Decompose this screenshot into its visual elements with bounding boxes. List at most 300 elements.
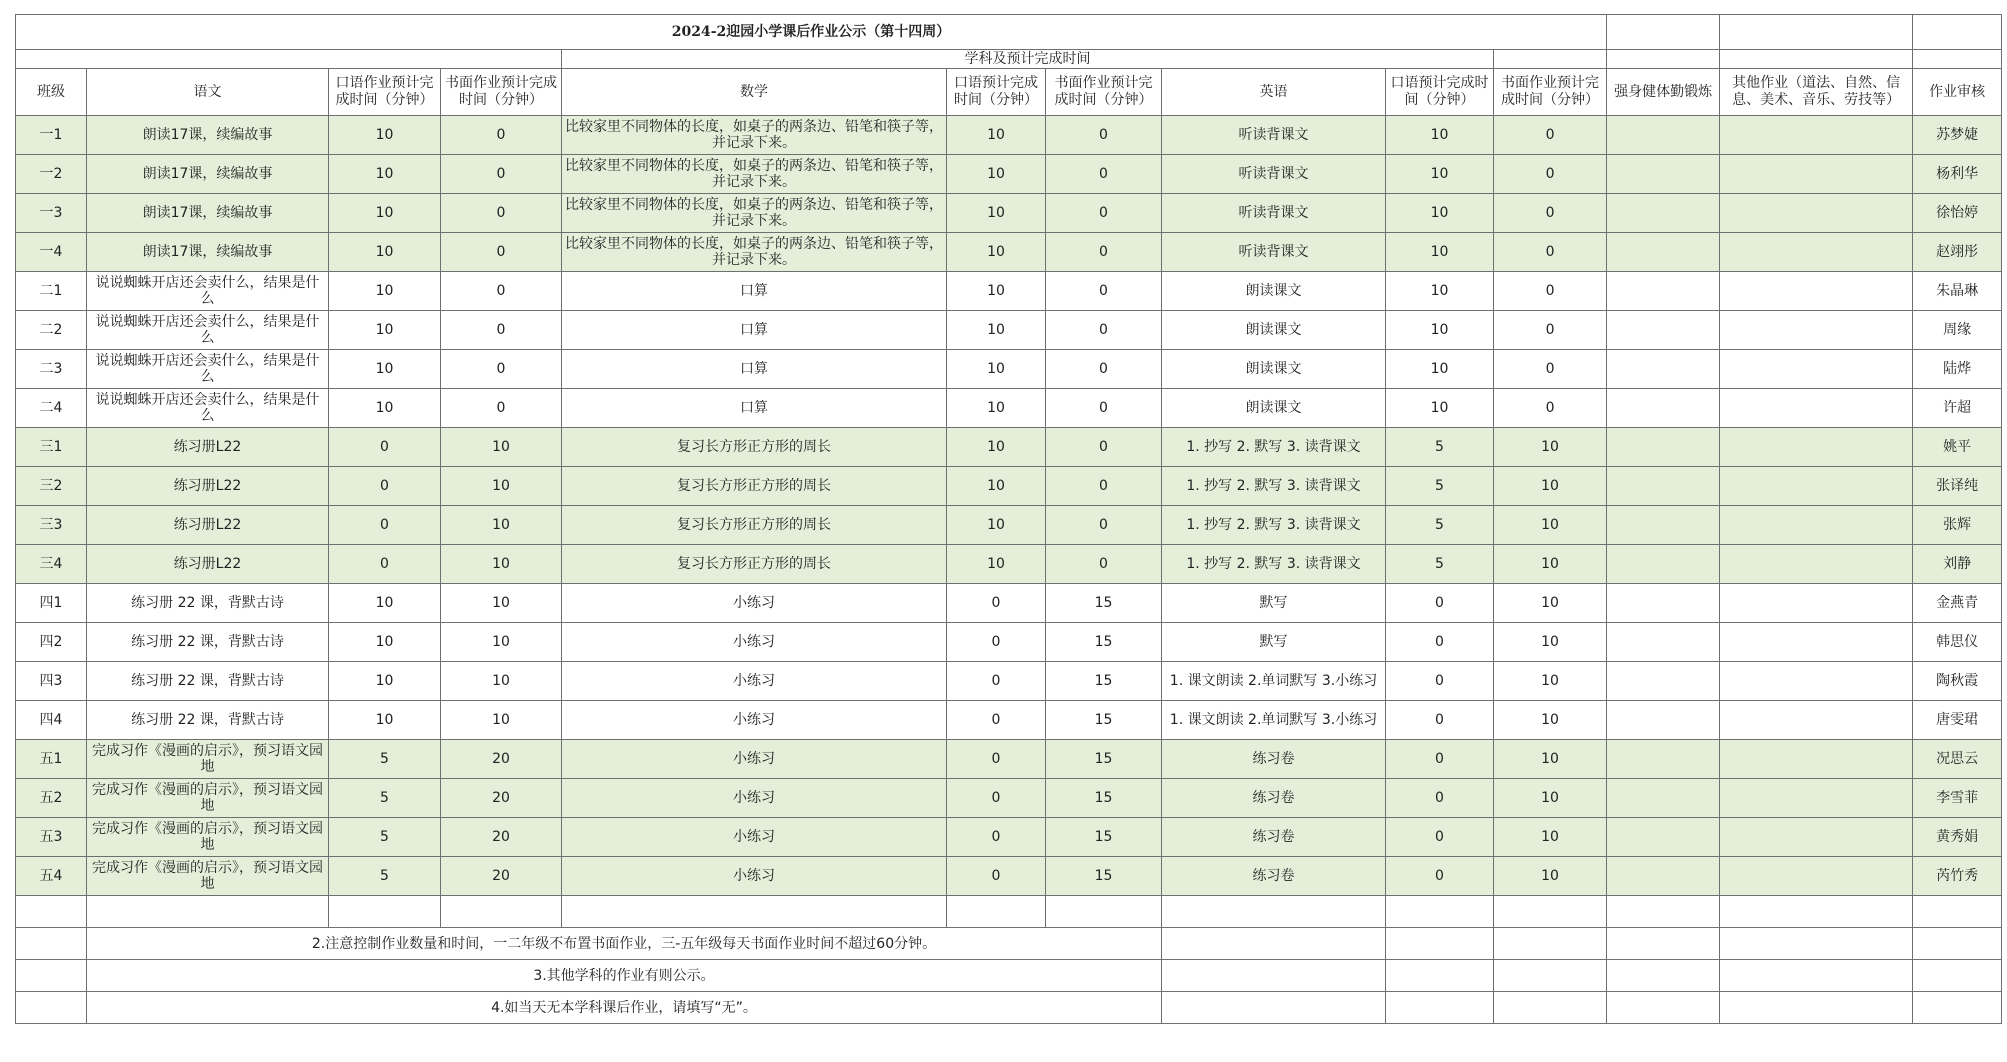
english-written-cell: 10	[1494, 779, 1607, 818]
note-text: 4.如当天无本学科课后作业，请填写“无”。	[87, 992, 1162, 1024]
class-cell: 四2	[16, 623, 87, 662]
review-cell: 金燕青	[1913, 584, 2002, 623]
other-cell	[1720, 779, 1913, 818]
english-oral-cell: 0	[1386, 584, 1494, 623]
english-cell: 朗读课文	[1162, 350, 1386, 389]
header-math-oral-time: 口语预计完成时间（分钟）	[947, 69, 1046, 116]
math-written-cell: 0	[1046, 194, 1162, 233]
chinese-cell: 朗读17课，续编故事	[87, 116, 329, 155]
chinese-cell: 练习册L22	[87, 506, 329, 545]
english-oral-cell: 0	[1386, 779, 1494, 818]
class-cell: 五1	[16, 740, 87, 779]
table-row	[16, 857, 2002, 896]
chinese-oral-cell: 10	[329, 311, 441, 350]
other-cell	[1720, 311, 1913, 350]
english-oral-cell: 0	[1386, 701, 1494, 740]
other-cell	[1720, 389, 1913, 428]
math-oral-cell: 10	[947, 155, 1046, 194]
math-cell: 小练习	[562, 623, 947, 662]
chinese-oral-cell: 10	[329, 155, 441, 194]
math-oral-cell: 10	[947, 389, 1046, 428]
fitness-cell	[1607, 545, 1720, 584]
blank-row	[16, 896, 2002, 928]
chinese-oral-cell: 0	[329, 506, 441, 545]
english-cell: 1. 课文朗读 2.单词默写 3.小练习	[1162, 662, 1386, 701]
review-cell: 唐雯珺	[1913, 701, 2002, 740]
math-cell: 复习长方形正方形的周长	[562, 545, 947, 584]
fitness-cell	[1607, 779, 1720, 818]
other-cell	[1720, 584, 1913, 623]
english-oral-cell: 0	[1386, 818, 1494, 857]
english-written-cell: 0	[1494, 311, 1607, 350]
other-cell	[1720, 233, 1913, 272]
other-cell	[1720, 857, 1913, 896]
table-row	[16, 701, 2002, 740]
table-row	[16, 350, 2002, 389]
math-cell: 小练习	[562, 740, 947, 779]
chinese-written-cell: 10	[441, 584, 562, 623]
math-oral-cell: 10	[947, 467, 1046, 506]
math-written-cell: 0	[1046, 467, 1162, 506]
english-written-cell: 0	[1494, 272, 1607, 311]
math-cell: 小练习	[562, 584, 947, 623]
english-oral-cell: 5	[1386, 506, 1494, 545]
class-cell: 二3	[16, 350, 87, 389]
math-written-cell: 15	[1046, 584, 1162, 623]
other-cell	[1720, 701, 1913, 740]
review-cell: 李雪菲	[1913, 779, 2002, 818]
homework-table	[15, 14, 2002, 1024]
math-written-cell: 15	[1046, 857, 1162, 896]
english-written-cell: 0	[1494, 350, 1607, 389]
note-row	[16, 928, 2002, 960]
sheet-title: 2024-2迎园小学课后作业公示（第十四周）	[16, 15, 1607, 50]
header-math: 数学	[562, 69, 947, 116]
english-oral-cell: 10	[1386, 272, 1494, 311]
math-oral-cell: 0	[947, 623, 1046, 662]
table-row	[16, 584, 2002, 623]
homework-sheet	[15, 14, 2001, 1024]
other-cell	[1720, 194, 1913, 233]
class-cell: 二2	[16, 311, 87, 350]
english-written-cell: 0	[1494, 116, 1607, 155]
class-cell: 一1	[16, 116, 87, 155]
header-chinese-oral-time: 口语作业预计完成时间（分钟）	[329, 69, 441, 116]
english-oral-cell: 10	[1386, 350, 1494, 389]
chinese-oral-cell: 10	[329, 350, 441, 389]
chinese-oral-cell: 5	[329, 779, 441, 818]
chinese-oral-cell: 10	[329, 623, 441, 662]
table-row	[16, 233, 2002, 272]
fitness-cell	[1607, 116, 1720, 155]
math-written-cell: 0	[1046, 428, 1162, 467]
review-cell: 芮竹秀	[1913, 857, 2002, 896]
math-written-cell: 0	[1046, 389, 1162, 428]
chinese-oral-cell: 10	[329, 272, 441, 311]
chinese-written-cell: 0	[441, 272, 562, 311]
chinese-oral-cell: 10	[329, 662, 441, 701]
english-written-cell: 10	[1494, 584, 1607, 623]
chinese-cell: 完成习作《漫画的启示》，预习语文园地	[87, 740, 329, 779]
class-cell: 五2	[16, 779, 87, 818]
fitness-cell	[1607, 272, 1720, 311]
english-written-cell: 0	[1494, 233, 1607, 272]
table-row	[16, 506, 2002, 545]
other-cell	[1720, 506, 1913, 545]
table-row	[16, 311, 2002, 350]
english-written-cell: 10	[1494, 428, 1607, 467]
review-cell: 许超	[1913, 389, 2002, 428]
math-oral-cell: 10	[947, 194, 1046, 233]
chinese-oral-cell: 10	[329, 116, 441, 155]
chinese-cell: 练习册 22 课，背默古诗	[87, 623, 329, 662]
chinese-cell: 练习册 22 课，背默古诗	[87, 662, 329, 701]
table-row	[16, 779, 2002, 818]
english-written-cell: 0	[1494, 155, 1607, 194]
english-oral-cell: 5	[1386, 467, 1494, 506]
english-written-cell: 10	[1494, 506, 1607, 545]
review-cell: 陆烨	[1913, 350, 2002, 389]
review-cell: 徐怡婷	[1913, 194, 2002, 233]
math-cell: 小练习	[562, 818, 947, 857]
table-row	[16, 623, 2002, 662]
review-cell: 陶秋霞	[1913, 662, 2002, 701]
math-cell: 复习长方形正方形的周长	[562, 506, 947, 545]
chinese-cell: 练习册 22 课，背默古诗	[87, 701, 329, 740]
fitness-cell	[1607, 623, 1720, 662]
math-written-cell: 0	[1046, 311, 1162, 350]
review-cell: 刘静	[1913, 545, 2002, 584]
math-oral-cell: 10	[947, 428, 1046, 467]
math-cell: 口算	[562, 350, 947, 389]
math-written-cell: 0	[1046, 506, 1162, 545]
chinese-oral-cell: 5	[329, 857, 441, 896]
other-cell	[1720, 155, 1913, 194]
fitness-cell	[1607, 194, 1720, 233]
review-cell: 张译纯	[1913, 467, 2002, 506]
math-cell: 比较家里不同物体的长度，如桌子的两条边、铅笔和筷子等，并记录下来。	[562, 233, 947, 272]
class-cell: 一2	[16, 155, 87, 194]
fitness-cell	[1607, 233, 1720, 272]
fitness-cell	[1607, 818, 1720, 857]
chinese-written-cell: 20	[441, 779, 562, 818]
english-oral-cell: 10	[1386, 155, 1494, 194]
class-cell: 五4	[16, 857, 87, 896]
math-oral-cell: 10	[947, 506, 1046, 545]
review-cell: 杨利华	[1913, 155, 2002, 194]
english-cell: 默写	[1162, 623, 1386, 662]
chinese-cell: 朗读17课，续编故事	[87, 233, 329, 272]
chinese-oral-cell: 10	[329, 389, 441, 428]
class-cell: 四3	[16, 662, 87, 701]
chinese-oral-cell: 0	[329, 467, 441, 506]
table-row	[16, 740, 2002, 779]
chinese-written-cell: 20	[441, 740, 562, 779]
math-cell: 比较家里不同物体的长度，如桌子的两条边、铅笔和筷子等，并记录下来。	[562, 155, 947, 194]
review-cell: 韩思仪	[1913, 623, 2002, 662]
english-oral-cell: 10	[1386, 311, 1494, 350]
english-cell: 听读背课文	[1162, 116, 1386, 155]
english-written-cell: 10	[1494, 623, 1607, 662]
chinese-written-cell: 0	[441, 311, 562, 350]
fitness-cell	[1607, 584, 1720, 623]
chinese-oral-cell: 10	[329, 194, 441, 233]
math-oral-cell: 0	[947, 662, 1046, 701]
chinese-written-cell: 10	[441, 506, 562, 545]
chinese-written-cell: 20	[441, 818, 562, 857]
chinese-cell: 练习册L22	[87, 467, 329, 506]
english-cell: 听读背课文	[1162, 194, 1386, 233]
header-chinese: 语文	[87, 69, 329, 116]
english-cell: 练习卷	[1162, 857, 1386, 896]
english-oral-cell: 10	[1386, 389, 1494, 428]
review-cell: 张辉	[1913, 506, 2002, 545]
english-written-cell: 10	[1494, 701, 1607, 740]
math-written-cell: 0	[1046, 272, 1162, 311]
math-written-cell: 0	[1046, 350, 1162, 389]
english-written-cell: 0	[1494, 194, 1607, 233]
chinese-oral-cell: 10	[329, 233, 441, 272]
chinese-cell: 说说蜘蛛开店还会卖什么，结果是什么	[87, 350, 329, 389]
review-cell: 周缘	[1913, 311, 2002, 350]
header-row	[16, 69, 2002, 116]
header-english-written-time: 书面作业预计完成时间（分钟）	[1494, 69, 1607, 116]
chinese-cell: 练习册 22 课，背默古诗	[87, 584, 329, 623]
chinese-oral-cell: 10	[329, 701, 441, 740]
math-written-cell: 15	[1046, 740, 1162, 779]
other-cell	[1720, 350, 1913, 389]
math-cell: 小练习	[562, 701, 947, 740]
other-cell	[1720, 116, 1913, 155]
math-oral-cell: 0	[947, 701, 1046, 740]
class-cell: 三2	[16, 467, 87, 506]
note-row	[16, 992, 2002, 1024]
math-cell: 比较家里不同物体的长度，如桌子的两条边、铅笔和筷子等，并记录下来。	[562, 194, 947, 233]
english-written-cell: 10	[1494, 818, 1607, 857]
chinese-written-cell: 10	[441, 428, 562, 467]
math-oral-cell: 10	[947, 116, 1046, 155]
fitness-cell	[1607, 740, 1720, 779]
math-cell: 口算	[562, 272, 947, 311]
other-cell	[1720, 662, 1913, 701]
header-math-written-time: 书面作业预计完成时间（分钟）	[1046, 69, 1162, 116]
chinese-written-cell: 0	[441, 116, 562, 155]
math-oral-cell: 10	[947, 350, 1046, 389]
math-written-cell: 0	[1046, 233, 1162, 272]
chinese-written-cell: 0	[441, 155, 562, 194]
chinese-cell: 说说蜘蛛开店还会卖什么，结果是什么	[87, 272, 329, 311]
math-written-cell: 15	[1046, 818, 1162, 857]
chinese-written-cell: 10	[441, 623, 562, 662]
fitness-cell	[1607, 350, 1720, 389]
header-other-homework: 其他作业（道法、自然、信息、美术、音乐、劳技等）	[1720, 69, 1913, 116]
other-cell	[1720, 467, 1913, 506]
math-cell: 小练习	[562, 662, 947, 701]
review-cell: 赵翊彤	[1913, 233, 2002, 272]
class-cell: 四1	[16, 584, 87, 623]
fitness-cell	[1607, 467, 1720, 506]
class-cell: 三4	[16, 545, 87, 584]
english-oral-cell: 10	[1386, 116, 1494, 155]
table-row	[16, 428, 2002, 467]
math-written-cell: 0	[1046, 116, 1162, 155]
chinese-written-cell: 0	[441, 389, 562, 428]
chinese-written-cell: 0	[441, 350, 562, 389]
other-cell	[1720, 272, 1913, 311]
fitness-cell	[1607, 662, 1720, 701]
review-cell: 姚平	[1913, 428, 2002, 467]
chinese-written-cell: 0	[441, 194, 562, 233]
math-oral-cell: 10	[947, 233, 1046, 272]
table-row	[16, 545, 2002, 584]
class-cell: 二1	[16, 272, 87, 311]
table-row	[16, 194, 2002, 233]
review-cell: 苏梦婕	[1913, 116, 2002, 155]
english-written-cell: 10	[1494, 662, 1607, 701]
chinese-written-cell: 10	[441, 545, 562, 584]
english-written-cell: 10	[1494, 545, 1607, 584]
chinese-cell: 朗读17课，续编故事	[87, 194, 329, 233]
table-row	[16, 272, 2002, 311]
english-oral-cell: 0	[1386, 662, 1494, 701]
english-cell: 听读背课文	[1162, 233, 1386, 272]
math-cell: 口算	[562, 311, 947, 350]
header-english: 英语	[1162, 69, 1386, 116]
english-written-cell: 0	[1494, 389, 1607, 428]
header-english-oral-time: 口语预计完成时间（分钟）	[1386, 69, 1494, 116]
math-cell: 比较家里不同物体的长度，如桌子的两条边、铅笔和筷子等，并记录下来。	[562, 116, 947, 155]
english-cell: 1. 抄写 2. 默写 3. 读背课文	[1162, 506, 1386, 545]
chinese-written-cell: 0	[441, 233, 562, 272]
english-oral-cell: 0	[1386, 740, 1494, 779]
fitness-cell	[1607, 311, 1720, 350]
other-cell	[1720, 623, 1913, 662]
math-oral-cell: 0	[947, 584, 1046, 623]
english-written-cell: 10	[1494, 857, 1607, 896]
chinese-cell: 完成习作《漫画的启示》，预习语文园地	[87, 857, 329, 896]
english-cell: 1. 抄写 2. 默写 3. 读背课文	[1162, 428, 1386, 467]
chinese-cell: 朗读17课，续编故事	[87, 155, 329, 194]
class-cell: 三3	[16, 506, 87, 545]
chinese-cell: 说说蜘蛛开店还会卖什么，结果是什么	[87, 311, 329, 350]
class-cell: 四4	[16, 701, 87, 740]
chinese-cell: 说说蜘蛛开店还会卖什么，结果是什么	[87, 389, 329, 428]
other-cell	[1720, 818, 1913, 857]
english-cell: 默写	[1162, 584, 1386, 623]
math-cell: 小练习	[562, 779, 947, 818]
math-written-cell: 15	[1046, 662, 1162, 701]
subtitle-row	[16, 50, 2002, 69]
other-cell	[1720, 740, 1913, 779]
english-cell: 练习卷	[1162, 779, 1386, 818]
math-oral-cell: 0	[947, 857, 1046, 896]
english-cell: 练习卷	[1162, 818, 1386, 857]
header-chinese-written-time: 书面作业预计完成时间（分钟）	[441, 69, 562, 116]
chinese-oral-cell: 0	[329, 428, 441, 467]
english-cell: 1. 课文朗读 2.单词默写 3.小练习	[1162, 701, 1386, 740]
english-cell: 1. 抄写 2. 默写 3. 读背课文	[1162, 467, 1386, 506]
chinese-cell: 完成习作《漫画的启示》，预习语文园地	[87, 779, 329, 818]
class-cell: 三1	[16, 428, 87, 467]
review-cell: 朱晶琳	[1913, 272, 2002, 311]
english-oral-cell: 10	[1386, 194, 1494, 233]
math-cell: 复习长方形正方形的周长	[562, 428, 947, 467]
math-written-cell: 15	[1046, 701, 1162, 740]
english-cell: 1. 抄写 2. 默写 3. 读背课文	[1162, 545, 1386, 584]
fitness-cell	[1607, 506, 1720, 545]
math-written-cell: 0	[1046, 545, 1162, 584]
english-cell: 朗读课文	[1162, 389, 1386, 428]
math-cell: 口算	[562, 389, 947, 428]
note-row	[16, 960, 2002, 992]
table-row	[16, 818, 2002, 857]
math-oral-cell: 10	[947, 545, 1046, 584]
chinese-written-cell: 20	[441, 857, 562, 896]
chinese-written-cell: 10	[441, 701, 562, 740]
other-cell	[1720, 428, 1913, 467]
math-cell: 复习长方形正方形的周长	[562, 467, 947, 506]
math-oral-cell: 0	[947, 740, 1046, 779]
math-oral-cell: 10	[947, 272, 1046, 311]
math-oral-cell: 0	[947, 779, 1046, 818]
chinese-cell: 练习册L22	[87, 428, 329, 467]
table-row	[16, 389, 2002, 428]
english-oral-cell: 5	[1386, 545, 1494, 584]
english-oral-cell: 10	[1386, 233, 1494, 272]
fitness-cell	[1607, 389, 1720, 428]
english-cell: 朗读课文	[1162, 311, 1386, 350]
english-cell: 听读背课文	[1162, 155, 1386, 194]
english-written-cell: 10	[1494, 467, 1607, 506]
header-review: 作业审核	[1913, 69, 2002, 116]
header-fitness: 强身健体勤锻炼	[1607, 69, 1720, 116]
table-row	[16, 116, 2002, 155]
note-text: 2.注意控制作业数量和时间，一二年级不布置书面作业，三-五年级每天书面作业时间不超过60分钟。	[87, 928, 1162, 960]
english-oral-cell: 0	[1386, 857, 1494, 896]
review-cell: 况思云	[1913, 740, 2002, 779]
review-cell: 黄秀娟	[1913, 818, 2002, 857]
chinese-oral-cell: 0	[329, 545, 441, 584]
table-row	[16, 662, 2002, 701]
chinese-written-cell: 10	[441, 467, 562, 506]
math-cell: 小练习	[562, 857, 947, 896]
other-cell	[1720, 545, 1913, 584]
english-oral-cell: 5	[1386, 428, 1494, 467]
class-cell: 一3	[16, 194, 87, 233]
class-cell: 一4	[16, 233, 87, 272]
fitness-cell	[1607, 428, 1720, 467]
chinese-cell: 练习册L22	[87, 545, 329, 584]
math-oral-cell: 10	[947, 311, 1046, 350]
math-written-cell: 15	[1046, 623, 1162, 662]
chinese-written-cell: 10	[441, 662, 562, 701]
math-oral-cell: 0	[947, 818, 1046, 857]
chinese-oral-cell: 10	[329, 584, 441, 623]
chinese-oral-cell: 5	[329, 818, 441, 857]
chinese-cell: 完成习作《漫画的启示》，预习语文园地	[87, 818, 329, 857]
chinese-oral-cell: 5	[329, 740, 441, 779]
header-class: 班级	[16, 69, 87, 116]
class-cell: 五3	[16, 818, 87, 857]
math-written-cell: 15	[1046, 779, 1162, 818]
english-cell: 朗读课文	[1162, 272, 1386, 311]
english-oral-cell: 0	[1386, 623, 1494, 662]
note-text: 3.其他学科的作业有则公示。	[87, 960, 1162, 992]
table-row	[16, 467, 2002, 506]
table-row	[16, 155, 2002, 194]
fitness-cell	[1607, 857, 1720, 896]
subject-caption: 学科及预计完成时间	[562, 50, 1494, 69]
